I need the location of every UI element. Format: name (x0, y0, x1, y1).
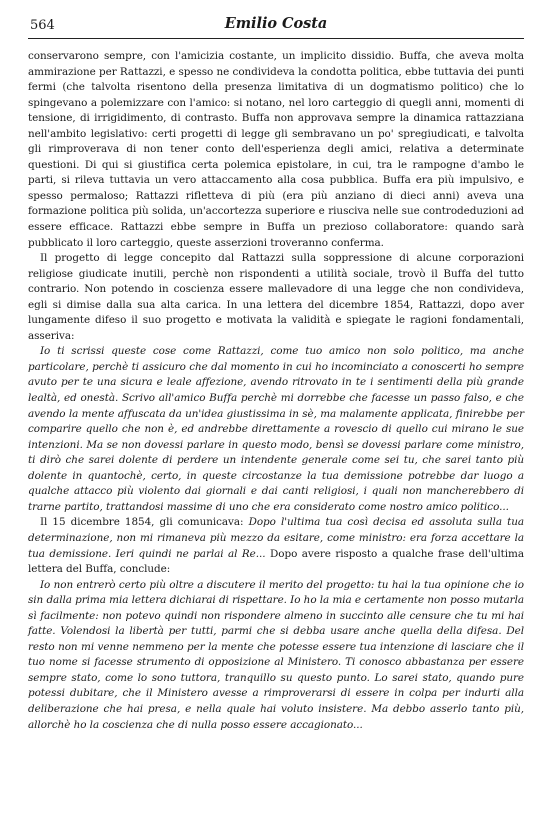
page-header (28, 16, 524, 39)
paragraph-3-italic: Dopo l'ultima tua così decisa ed assoluta sulla tua determinazione, non mi rimaneva più mezzo da esitare, come ministro: era forza accettare la tua demissione. Ieri quindi ne parlai al Re... (28, 516, 524, 560)
paragraph-3-tail: Dopo avere risposto a qualche frase dell'ultima lettera del Buffa, conclude: (28, 547, 524, 576)
running-title: Emilio Costa (224, 15, 328, 32)
quote-2: Io non entrerò certo più oltre a discutere il merito del progetto: tu hai la tua opinione che io sin dalla prima mia lettera dichiarai di rispettare. Io ho la mia e certamente non posso mutarla sì facilmente: non potevo quindi non rispondere almeno in succinto alle censure che tu mi hai fatte. Volendosi la libertà per tutti, parmi che si debba usare anche quella della difesa. Del resto non mi venne nemmeno per la mente che potesse essere tua intenzione di lasciare che il tuo nome si facesse strumento di opposizione al Ministero. Ti conosco abbastanza per essere sempre stato, come lo sono tuttora, tranquillo su questo punto. Lo sarei stato, quando pure potessi dubitare, che il Ministero avesse a rimproverarsi di essere in colpa per indurti alla deliberazione che hai presa, e nella quale hai voluto insistere. Ma debbo asserlo tanto più, allorchè ho la coscienza che di nulla posso essere accagionato... (28, 578, 524, 731)
book-page (28, 16, 524, 733)
page-number: 564 (30, 18, 55, 33)
paragraph-2: Il progetto di legge concepito dal Rattazzi sulla soppressione di alcune corporazioni religiose giudicate inutili, perchè non rispondenti a utilità sociale, trovò il Buffa del tutto contrario. Non potendo in coscienza essere mallevadore di una legge che non condivideva, egli si dimise dalla sua alta carica. In una lettera del dicembre 1854, Rattazzi, dopo aver lungamente difeso il suo progetto e motivata la validità e spiegate le ragioni fondamentali, asseriva: (28, 252, 524, 342)
paragraph-1: conservarono sempre, con l'amicizia costante, un implicito dissidio. Buffa, che aveva molta ammirazione per Rattazzi, e spesso ne condivideva la condotta politica, ebbe tuttavia dei punti fermi (che talvolta risentono della presenza limitativa di un dogmatismo politico) che lo spingevano a polemizzare con l'amico: si notano, nel loro carteggio di quegli anni, momenti di tensione, di irrigidimento, di contrasto. Buffa non approvava sempre la dinamica rattazziana nell'ambito legislativo: certi progetti di legge gli sembravano un po' spregiudicati, e talvolta gli rimproverava di non tener conto dell'esperienza degli amici, relativa a determinate questioni. Di qui si giustifica certa polemica epistolare, in cui, tra le rampogne d'ambo le parti, si rileva tuttavia un vero attaccamento alla cosa pubblica. Buffa era più impulsivo, e spesso permaloso; Rattazzi rifletteva di più (era più anziano di dieci anni) aveva una formazione politica più solida, un'accortezza superiore e riusciva nelle sue controdeduzioni ad essere efficace. Rattazzi ebbe sempre in Buffa un prezioso collaboratore: quando sarà pubblicato il loro carteggio, queste asserzioni troveranno conferma. (28, 50, 524, 249)
quote-1: Io ti scrissi queste cose come Rattazzi, come tuo amico non solo politico, ma anche particolare, perchè ti assicuro che dal momento in cui ho incominciato a conoscerti ho sempre avuto per te una sicura e leale affezione, avendo ritrovato in te i sentimenti della più grande lealtà, ed onestà. Scrivo all'amico Buffa perchè mi dorrebbe che facesse un passo falso, e che avendo la mente affuscata da un'idea giustissima in sè, ma malamente applicata, finirebbe per comparire quello che non è, ed andrebbe direttamente a rovescio di quello cui mirano le sue intenzioni. Ma se non dovessi parlare in questo modo, bensì se dovessi parlare come ministro, ti dirò che sarei dolente di perdere un intendente generale come sei tu, che sarei tanto più dolente in quantochè, certo, in queste circostanze la tua demissione potrebbe dar luogo a qualche attacco più violento dai giornali e dai canti religiosi, i quali non mancherebbero di trarne partito, trattandosi massime di uno che era considerato come nostro amico politico... (28, 345, 524, 513)
paragraph-3-lead: Il 15 dicembre 1854, gli comunicava: (40, 516, 249, 529)
paragraph-3 (28, 515, 524, 577)
